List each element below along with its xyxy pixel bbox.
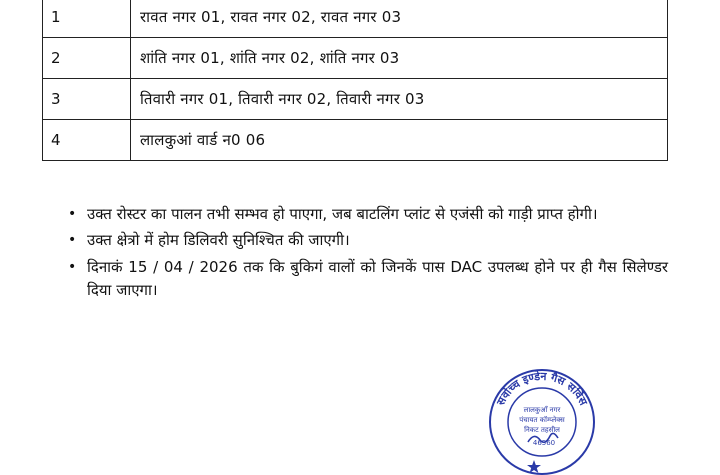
area-cell: रावत नगर 01, रावत नगर 02, रावत नगर 03 [131, 0, 668, 38]
stamp-line: लालकुआँ नगर [523, 406, 561, 414]
star-icon [527, 460, 541, 473]
table-row [43, 120, 668, 161]
agency-stamp [484, 356, 600, 475]
bullet-icon: • [68, 259, 77, 275]
table-row [43, 79, 668, 120]
bullet-icon: • [68, 232, 77, 248]
stamp-code: 46560 [532, 439, 556, 447]
table-row [43, 38, 668, 79]
serial-number-cell: 4 [43, 120, 131, 161]
serial-number-cell: 1 [43, 0, 131, 38]
note-text: उक्त क्षेत्रो में होम डिलिवरी सुनिश्चित की जाएगी। [87, 231, 350, 249]
notes-list [68, 203, 668, 305]
list-item [68, 256, 668, 302]
list-item [68, 229, 668, 252]
serial-number-cell: 2 [43, 38, 131, 79]
note-text: दिनाकं 15 / 04 / 2026 तक कि बुकिगं वालों को जिनकें पास DAC उपलब्ध होने पर ही गैस सिलेण्डर दिया जाएगा। [87, 258, 668, 299]
list-item [68, 203, 668, 226]
note-text: उक्त रोस्टर का पालन तभी सम्भव हो पाएगा, जब बाटलिंग प्लांट से एजंसी को गाड़ी प्राप्त होगी। [87, 205, 598, 223]
roster-table [42, 0, 668, 161]
serial-number-cell: 3 [43, 79, 131, 120]
stamp-ring-text: सर्वोच्च इण्डेन गैस सर्विस [494, 369, 590, 408]
area-cell: लालकुआं वार्ड न0 06 [131, 120, 668, 161]
table-row [43, 0, 668, 38]
stamp-line: पंचायत कॉम्प्लेक्स [519, 416, 565, 424]
stamp-line: निकट तहसील [524, 426, 560, 434]
area-cell: तिवारी नगर 01, तिवारी नगर 02, तिवारी नगर 03 [131, 79, 668, 120]
bullet-icon: • [68, 206, 77, 222]
area-cell: शांति नगर 01, शांति नगर 02, शांति नगर 03 [131, 38, 668, 79]
